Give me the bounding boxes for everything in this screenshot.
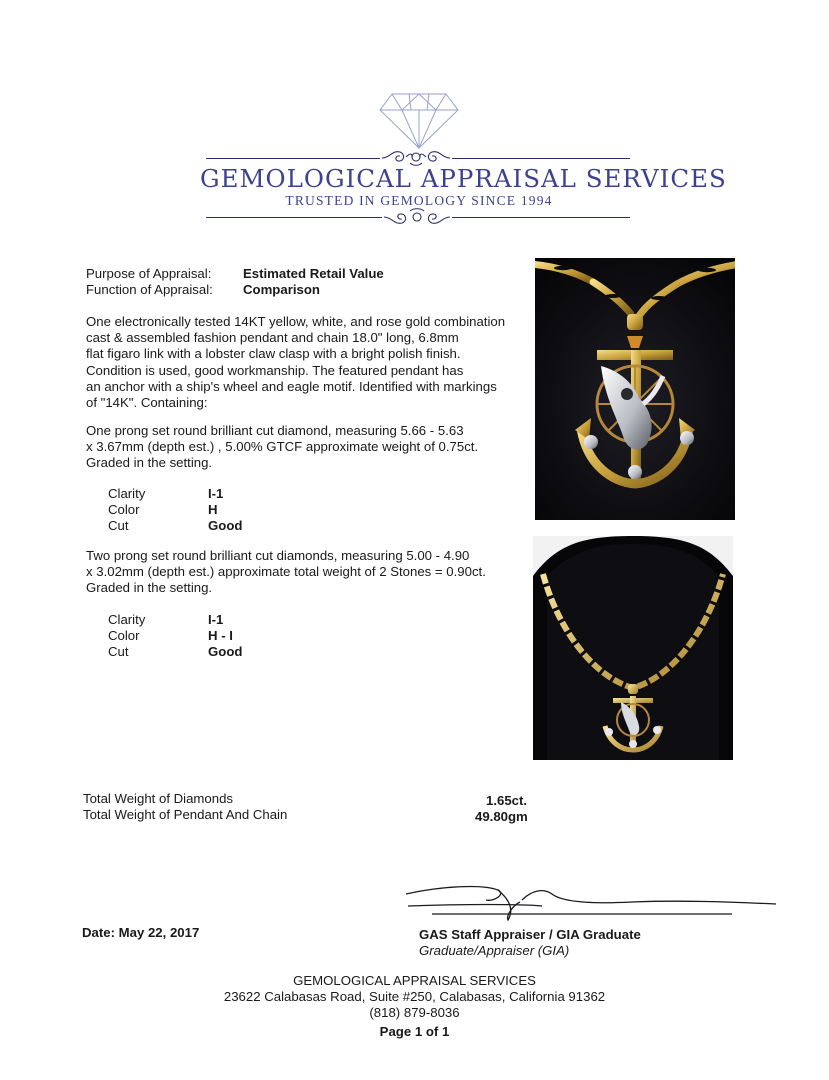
grade-value: Good bbox=[208, 644, 243, 659]
footer-company: GEMOLOGICAL APPRAISAL SERVICES bbox=[293, 973, 536, 988]
grade-label: Cut bbox=[108, 644, 129, 659]
stone-2-description: Two prong set round brilliant cut diamonds, measuring 5.00 - 4.90 x 3.02mm (depth est.) approximate total weight of 2 Stones = 0.90ct. Graded in the setting. bbox=[86, 548, 486, 596]
total-diamonds-value: 1.65ct. bbox=[486, 793, 528, 808]
pendant-closeup-photo bbox=[535, 258, 735, 520]
pendant-display-photo bbox=[533, 536, 733, 760]
appraisal-date: Date: May 22, 2017 bbox=[82, 925, 200, 940]
grade-label: Clarity bbox=[108, 612, 146, 627]
total-pendant-label: Total Weight of Pendant And Chain bbox=[83, 807, 288, 822]
footer-address: 23622 Calabasas Road, Suite #250, Calabasas, California 91362 bbox=[223, 989, 606, 1004]
company-title: GEMOLOGICAL APPRAISAL SERVICES bbox=[200, 164, 727, 193]
pendant-closeup-image bbox=[535, 258, 735, 520]
grade-value: I-1 bbox=[208, 486, 224, 501]
header-bottom-rule bbox=[452, 217, 630, 218]
total-pendant-value: 49.80gm bbox=[475, 809, 528, 824]
header-top-rule bbox=[206, 158, 380, 159]
footer-phone: (818) 879-8036 bbox=[369, 1005, 460, 1020]
purpose-label: Purpose of Appraisal: bbox=[86, 266, 212, 281]
company-tagline: TRUSTED IN GEMOLOGY SINCE 1994 bbox=[285, 193, 553, 208]
grade-label: Color bbox=[108, 628, 140, 643]
diamond-logo-icon bbox=[378, 92, 460, 150]
appraiser-credential: Graduate/Appraiser (GIA) bbox=[419, 943, 570, 958]
function-value: Comparison bbox=[243, 282, 320, 297]
header-bottom-rule bbox=[206, 217, 382, 218]
pendant-display-image bbox=[533, 536, 733, 760]
grade-value: Good bbox=[208, 518, 243, 533]
function-label: Function of Appraisal: bbox=[86, 282, 213, 297]
appraiser-title: GAS Staff Appraiser / GIA Graduate bbox=[419, 927, 641, 942]
total-diamonds-label: Total Weight of Diamonds bbox=[83, 791, 234, 806]
grade-value: H - I bbox=[208, 628, 233, 643]
grade-label: Color bbox=[108, 502, 140, 517]
scroll-ornament-icon bbox=[382, 206, 452, 228]
grade-label: Clarity bbox=[108, 486, 146, 501]
signature-scribble bbox=[402, 880, 782, 930]
grade-value: H bbox=[208, 502, 218, 517]
grade-label: Cut bbox=[108, 518, 129, 533]
grade-value: I-1 bbox=[208, 612, 224, 627]
stone-1-description: One prong set round brilliant cut diamond, measuring 5.66 - 5.63 x 3.67mm (depth est.) , 5.00% GTCF approximate weight of 0.75ct. Graded in the setting. bbox=[86, 423, 479, 471]
page-number: Page 1 of 1 bbox=[379, 1024, 450, 1039]
purpose-value: Estimated Retail Value bbox=[243, 266, 384, 281]
header-top-rule bbox=[452, 158, 630, 159]
item-description: One electronically tested 14KT yellow, white, and rose gold combination cast & assembled fashion pendant and chain 18.0" long, 6.8mm flat figaro link with a lobster claw clasp with a bright polish finish. Condition is used, good workmanship. The featured pendant has an anchor with a ship's wheel and eagle motif. Identified with markings of "14K". Containing: bbox=[86, 314, 506, 411]
